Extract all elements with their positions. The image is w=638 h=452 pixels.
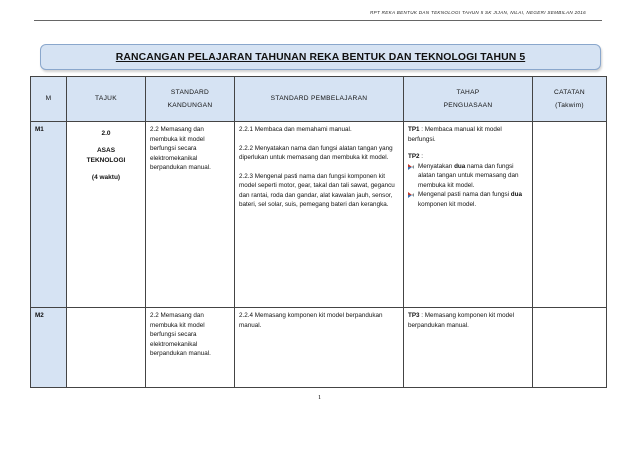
row-standard-pembelajaran [235,122,404,308]
row-m-label: M1 [31,122,67,308]
header-m: M [31,77,67,122]
row-standard-pembelajaran [235,308,404,388]
header-tajuk: TAJUK [67,77,146,122]
header-standard-pembelajaran: STANDARD PEMBELAJARAN [235,77,404,122]
running-header: RPT REKA BENTUK DAN TEKNOLOGI TAHUN 5 SK JIJAN, NILAI, NEGERI SEMBILAN 2016 [370,10,586,15]
tp-label: TP3 [408,312,420,319]
header-tahap-penguasaan: TAHAP PENGUASAAN [404,77,533,122]
tajuk-time: (4 waktu) [91,173,121,181]
page-number: 1 [318,394,322,401]
tp-level [408,125,528,144]
tp-text: : Memasang komponen kit model berpandukan manual. [408,312,515,329]
sp-item: 2.2.1 Membaca dan memahami manual. [239,126,352,133]
row-tajuk [67,122,146,308]
colored-arrow-bullet-icon [408,192,414,198]
sp-item: 2.2.4 Memasang komponen kit model berpandukan manual. [239,312,383,329]
tajuk-name: ASAS TEKNOLOGI [86,146,126,164]
sp-item: 2.2.3 Mengenal pasti nama dan fungsi komponen kit model seperti motor, gear, takal dan tali sawat, gegancu dan rantai, roda dan gandar, alat kawalan jauh, sensor, bateri, sel solar, suis, pemegang bateri dan kerangka. [239,172,395,208]
tp-text: : [419,153,424,160]
row-tahap-penguasaan [404,308,533,388]
tp-label: TP2 [408,153,420,160]
document-title-box [40,44,601,70]
row-catatan [533,308,607,388]
tp-text: : Membaca manual kit model berfungsi. [408,126,502,143]
list-item: Menyatakan dua nama dan fungsi alatan tangan untuk memasang dan membuka kit model. [408,162,528,191]
table-row [31,308,607,388]
document-title: RANCANGAN PELAJARAN TAHUNAN REKA BENTUK DAN TEKNOLOGI TAHUN 5 [115,51,526,63]
row-tajuk [67,308,146,388]
tp-bullet-list [408,162,528,210]
tp-label: TP1 [408,126,420,133]
table-header-row [31,77,607,122]
row-tahap-penguasaan [404,122,533,308]
row-standard-kandungan: 2.2 Memasang dan membuka kit model berfungsi secara elektromekanikal berpandukan manual. [146,122,235,308]
header-standard-kandungan: STANDARD KANDUNGAN [146,77,235,122]
lesson-plan-table [30,76,607,388]
tp-level [408,152,528,162]
row-m-label: M2 [31,308,67,388]
header-divider [34,20,602,21]
tp-level [408,311,528,330]
row-standard-kandungan: 2.2 Memasang dan membuka kit model berfungsi secara elektromekanikal berpandukan manual. [146,308,235,388]
tajuk-code: 2.0 [101,130,111,137]
header-catatan: CATATAN (Takwim) [533,77,607,122]
colored-arrow-bullet-icon [408,164,414,170]
list-item: Mengenal pasti nama dan fungsi dua komponen kit model. [408,190,528,209]
sp-item: 2.2.2 Menyatakan nama dan fungsi alatan tangan yang diperlukan untuk memasang dan membuka kit model. [239,144,393,161]
row-catatan [533,122,607,308]
table-row [31,122,607,308]
